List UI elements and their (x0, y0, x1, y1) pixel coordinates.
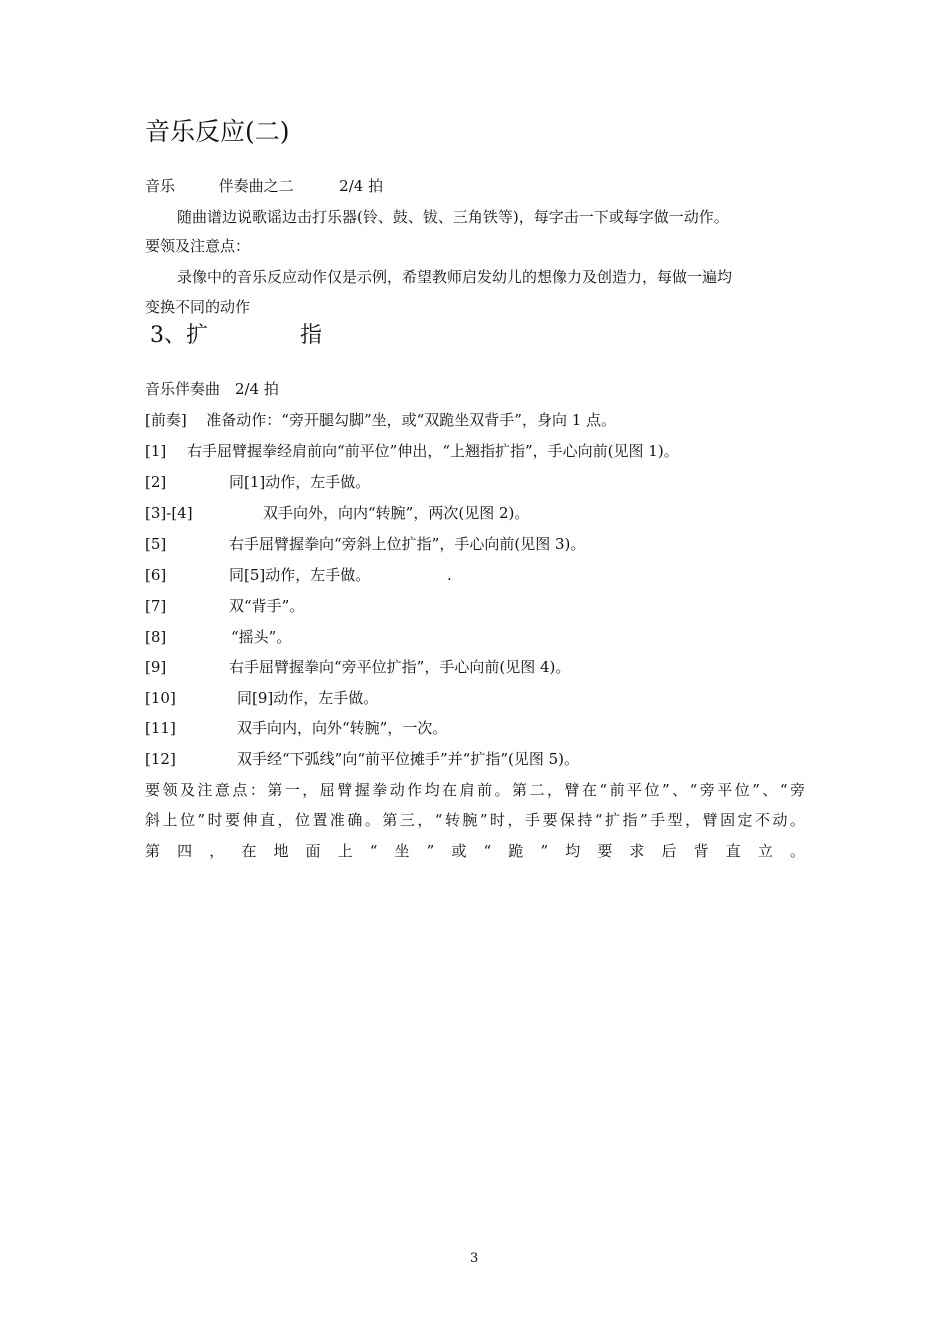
step-text: “摇头”。 (231, 628, 292, 646)
step-text: 同[5]动作，左手做。 (229, 566, 371, 584)
step-tag: [8] (145, 628, 167, 646)
step-tag: [6] (145, 566, 167, 584)
notes-line-1: 要领及注意点：第一，屈臂握拳动作均在肩前。第二，臂在“前平位”、“旁平位”、“旁 (145, 781, 805, 799)
step-text: 右手屈臂握拳向“旁斜上位扩指”，手心向前(见图 3)。 (229, 535, 586, 553)
prelude-text: 准备动作：“旁开腿勾脚”坐，或“双跪坐双背手”，身向 1 点。 (206, 411, 617, 429)
step-text: 双手向外，向内“转腕”，两次(见图 2)。 (263, 504, 530, 522)
step-tag: [9] (145, 658, 167, 676)
step-tag: [10] (145, 689, 176, 707)
step-text: 同[1]动作，左手做。 (229, 473, 371, 491)
step-row (145, 440, 805, 462)
prelude-tag: [前奏] (145, 411, 187, 429)
step-row (145, 533, 805, 555)
notes-heading: 要领及注意点： (145, 237, 251, 255)
description-paragraph: 随曲谱边说歌谣边击打乐器(铃、鼓、钹、三角铁等)，每字击一下或每字做一动作。 (177, 208, 729, 226)
step-text: 双“背手”。 (229, 597, 305, 615)
page-number: 3 (470, 1251, 479, 1266)
notes-paragraph-line-1: 录像中的音乐反应动作仅是示例，希望教师启发幼儿的想像力及创造力，每做一遍均 (177, 268, 733, 286)
step-tag: [3]-[4] (145, 504, 193, 522)
step-tag: [5] (145, 535, 167, 553)
step-row (145, 687, 805, 709)
notes-line-3: 第四，在地面上“坐”或“跪”均要求后背直立。 (145, 842, 805, 860)
step-tag: [1] (145, 442, 167, 460)
music-piece: 伴奏曲之二 (218, 177, 294, 195)
section-title-finger-spread (150, 320, 322, 352)
music-label: 音乐 (145, 177, 176, 195)
step-text: 双手向内，向外“转腕”，一次。 (237, 719, 448, 737)
prelude-line (145, 409, 616, 431)
music-meter: 2/4 拍 (339, 177, 384, 195)
step-row (145, 502, 805, 524)
step-text: 右手屈臂握拳向“旁平位扩指”，手心向前(见图 4)。 (229, 658, 571, 676)
section-title-number: 3、扩 (150, 323, 208, 348)
section-title-end: 指 (300, 323, 323, 348)
step-tag: [12] (145, 750, 176, 768)
stray-period: . (447, 566, 452, 584)
step-row (145, 626, 805, 648)
step-text: 右手屈臂握拳经肩前向“前平位”伸出，“上翘指扩指”，手心向前(见图 1)。 (187, 442, 679, 460)
music-info-line (145, 175, 383, 197)
step-row (145, 471, 805, 493)
section-title-music-reaction: 音乐反应(二) (145, 117, 290, 146)
music-accompaniment-line: 音乐伴奏曲 2/4 拍 (145, 380, 279, 398)
step-row (145, 564, 805, 586)
step-row (145, 595, 805, 617)
step-row (145, 748, 805, 770)
step-tag: [7] (145, 597, 167, 615)
step-row (145, 717, 805, 739)
notes-line-2: 斜上位”时要伸直，位置准确。第三，“转腕”时，手要保持“扩指”手型，臂固定不动。 (145, 811, 805, 829)
step-text: 双手经“下弧线”向“前平位摊手”并“扩指”(见图 5)。 (237, 750, 580, 768)
step-text: 同[9]动作，左手做。 (237, 689, 379, 707)
step-tag: [2] (145, 473, 167, 491)
notes-paragraph-line-2: 变换不同的动作 (145, 298, 251, 316)
step-row (145, 656, 805, 678)
step-tag: [11] (145, 719, 176, 737)
